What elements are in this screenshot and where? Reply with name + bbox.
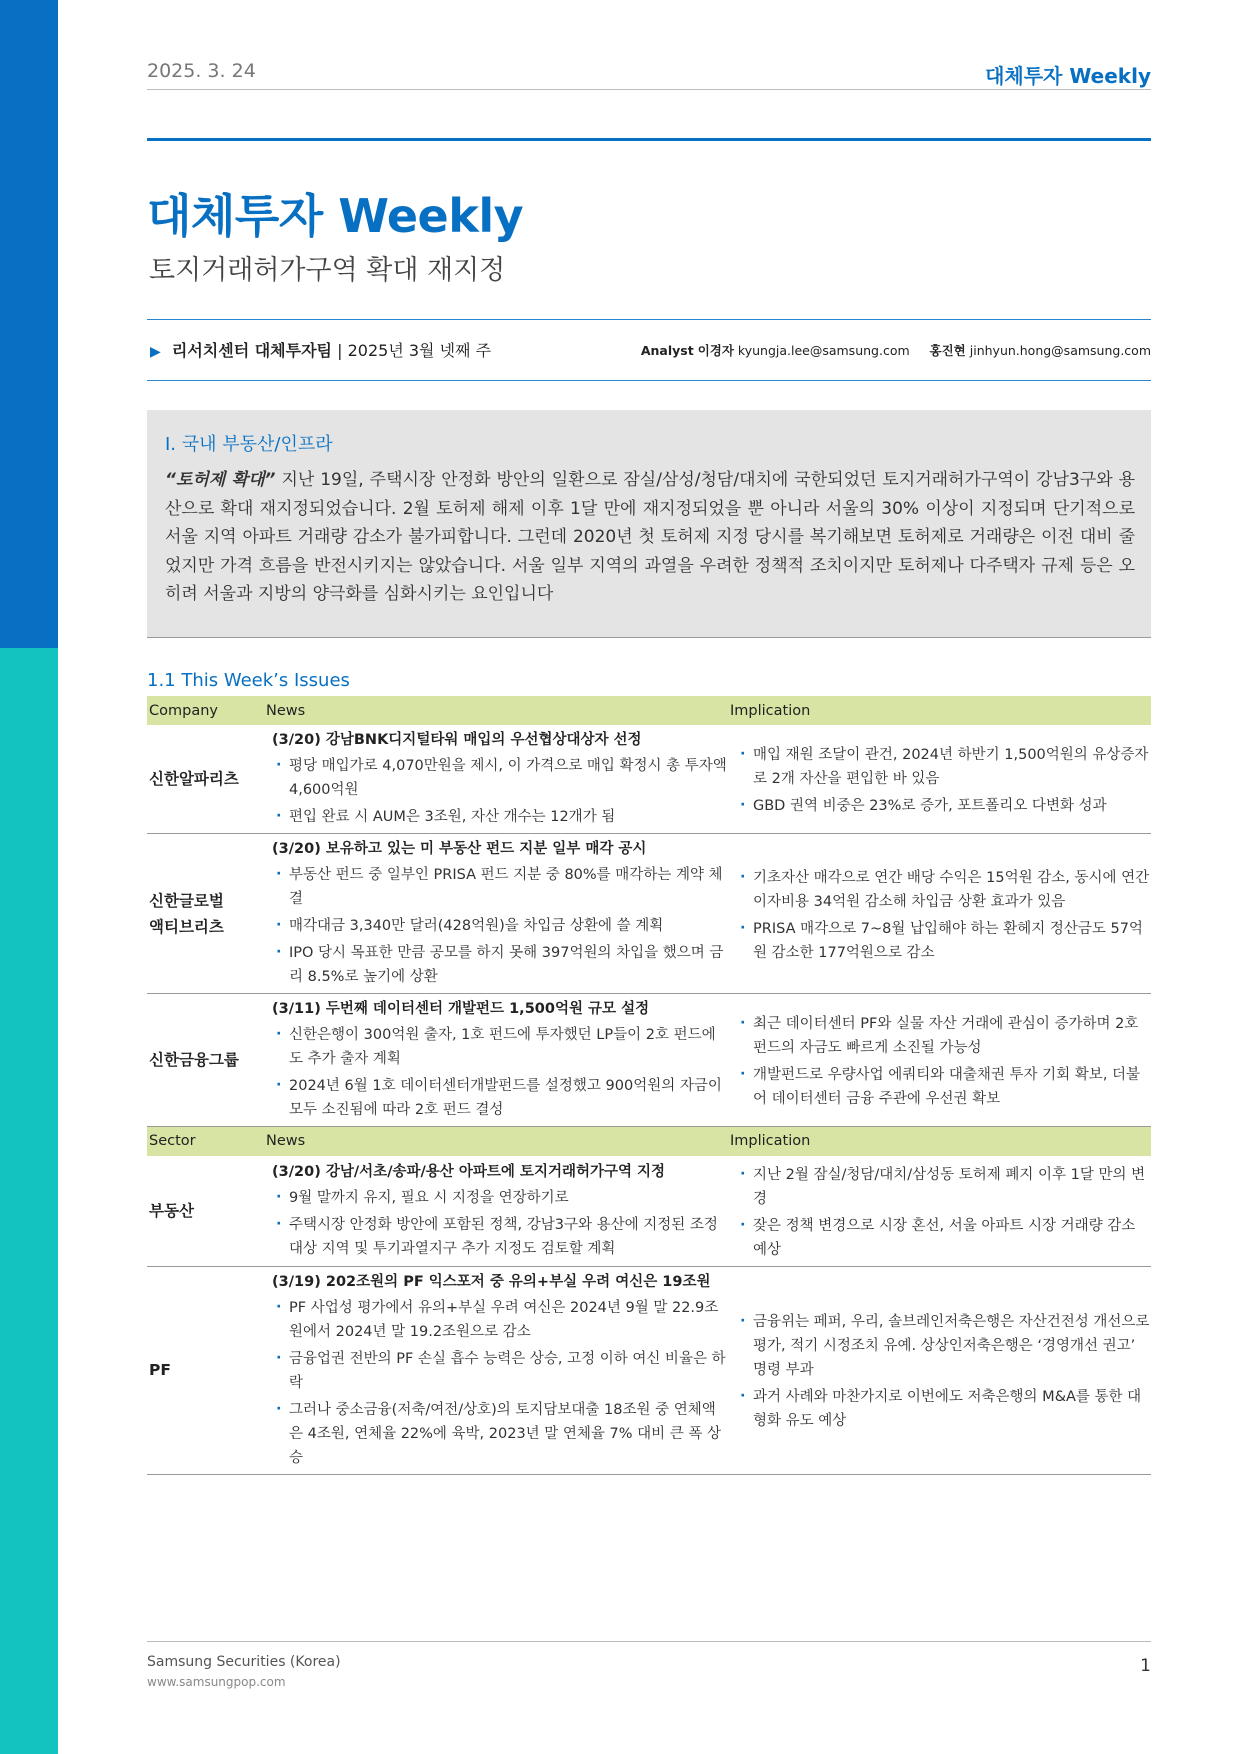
implication-point: · 금융위는 페퍼, 우리, 솔브레인저축은행은 자산건전성 개선으로 평가, 적기 시정조치 유예. 상상인저축은행은 ‘경영개선 권고’ 명령 부과 (736, 1310, 1151, 1382)
implication-cell (728, 1156, 1151, 1267)
news-points (264, 1186, 728, 1261)
sector-header-implication: Implication (728, 1127, 1151, 1156)
company-header-row (147, 696, 1151, 725)
implication-point: · 매입 재원 조달이 관건, 2024년 하반기 1,500억원의 유상증자로 2개 자산을 편입한 바 있음 (736, 743, 1151, 791)
implication-point: · 개발펀드로 우량사업 에쿼티와 대출채권 투자 기회 확보, 더불어 데이터센터 금융 주관에 우선권 확보 (736, 1063, 1151, 1111)
news-title: (3/20) 강남BNK디지털타워 매입의 우선협상대상자 선정 (272, 732, 642, 748)
implication-point: · 지난 2월 잠실/청담/대치/삼성동 토허제 폐지 이후 1달 만의 변경 (736, 1163, 1151, 1211)
page-subtitle: 토지거래허가구역 확대 재지정 (149, 255, 506, 286)
news-title: (3/11) 두번째 데이터센터 개발펀드 1,500억원 규모 설정 (272, 1001, 650, 1017)
news-point: · 그러나 중소금융(저축/여전/상호)의 토지담보대출 18조원 중 연체액은 4조원, 연체율 22%에 육박, 2023년 말 연체율 7% 대비 큰 폭 상승 (272, 1398, 728, 1470)
news-cell (264, 1156, 728, 1267)
separator: | (337, 341, 348, 360)
analyst-info (641, 341, 1151, 359)
news-point: · 부동산 펀드 중 일부인 PRISA 펀드 지분 중 80%를 매각하는 계약 체결 (272, 863, 728, 911)
news-title: (3/19) 202조원의 PF 익스포저 중 유의+부실 우려 여신은 19조원 (272, 1273, 711, 1290)
issues-heading: 1.1 This Week’s Issues (147, 670, 350, 691)
footer-url[interactable]: www.samsungpop.com (147, 1675, 286, 1689)
sector-header-news: News (264, 1127, 728, 1156)
implication-points (728, 1163, 1151, 1262)
analyst1-email[interactable]: kyungja.lee@samsung.com (737, 343, 910, 358)
company-name: 신한글로벌 액티브리츠 (147, 834, 264, 994)
summary-lead: “토허제 확대” (165, 470, 276, 490)
sector-header-row (147, 1127, 1151, 1156)
implication-point: · 과거 사례와 마찬가지로 이번에도 저축은행의 M&A를 통한 대형화 유도 예상 (736, 1385, 1151, 1433)
implication-point: · PRISA 매각으로 7~8월 납입해야 하는 환헤지 정산금도 57억원 감소한 177억원으로 감소 (736, 917, 1151, 965)
news-title: (3/20) 보유하고 있는 미 부동산 펀드 지분 일부 매각 공시 (272, 841, 647, 857)
analyst2-email[interactable]: jinhyun.hong@samsung.com (969, 343, 1151, 358)
news-cell (264, 994, 728, 1127)
implication-points (728, 866, 1151, 965)
implication-cell (728, 994, 1151, 1127)
implication-point: · GBD 권역 비중은 23%로 증가, 포트폴리오 다변화 성과 (736, 794, 1151, 818)
news-points (264, 754, 728, 829)
company-row (147, 994, 1151, 1127)
summary-box (147, 410, 1151, 638)
implication-points (728, 1310, 1151, 1433)
news-point: · 편입 완료 시 AUM은 3조원, 자산 개수는 12개가 됨 (272, 805, 728, 829)
news-point: · 금융업권 전반의 PF 손실 흡수 능력은 상승, 고정 이하 여신 비율은 하락 (272, 1347, 728, 1395)
implication-cell (728, 725, 1151, 834)
implication-cell (728, 1266, 1151, 1474)
news-points (264, 863, 728, 989)
triangle-right-icon: ▶ (150, 344, 161, 360)
analyst-label: Analyst (640, 343, 694, 358)
department-name: 리서치센터 대체투자팀 (171, 341, 333, 360)
team-department (150, 338, 491, 361)
top-header (147, 60, 1151, 90)
implication-cell (728, 834, 1151, 994)
side-accent-bar-blue (0, 0, 58, 648)
company-header-name: Company (147, 696, 264, 725)
page-title: 대체투자 Weekly (147, 189, 524, 243)
company-header-implication: Implication (728, 696, 1151, 725)
sector-row (147, 1266, 1151, 1474)
company-header-news: News (264, 696, 728, 725)
news-point: · IPO 당시 목표한 만큼 공모를 하지 못해 397억원의 차입을 했으며 금리 8.5%로 높기에 상환 (272, 941, 728, 989)
news-title: (3/20) 강남/서초/송파/용산 아파트에 토지거래허가구역 지정 (272, 1163, 666, 1180)
sector-name: 부동산 (147, 1156, 264, 1267)
implication-point: · 기초자산 매각으로 연간 배당 수익은 15억원 감소, 동시에 연간 이자비용 34억원 감소해 차입금 상환 효과가 있음 (736, 866, 1151, 914)
analyst1-name: 이경자 (697, 343, 734, 358)
title-divider (147, 138, 1151, 141)
news-point: · 평당 매입가로 4,070만원을 제시, 이 가격으로 매입 확정시 총 투자액 4,600억원 (272, 754, 728, 802)
company-name: 신한금융그룹 (147, 994, 264, 1127)
news-points (264, 1023, 728, 1122)
company-row (147, 725, 1151, 834)
report-period: 2025년 3월 넷째 주 (347, 341, 492, 360)
news-points (264, 1296, 728, 1470)
news-point: · 매각대금 3,340만 달러(428억원)을 차입금 상환에 쓸 계획 (272, 914, 728, 938)
summary-body: 지난 19일, 주택시장 안정화 방안의 일환으로 잠실/삼성/청담/대치에 국한되었던 토지거래허가구역이 강남3구와 용산으로 확대 재지정되었습니다. 2월 토허제 해제 이후 1달 만에 재지정되었을 뿐 아니라 서울의 30% 이상이 지정되며 단기적으로 서울 지역 아파트 거래량 감소가 불가피합니다. 그런데 2020년 첫 토허제 지정 당시를 복기해보면 토허제로 거래량은 이전 대비 줄었지만 가격 흐름을 반전시키지는 않았습니다. 서울 일부 지역의 과열을 우려한 정책적 조치이지만 토허제나 다주택자 규제 등은 오히려 서울과 지방의 양극화를 심화시키는 요인입니다 (165, 470, 1135, 604)
summary-heading: I. 국내 부동산/인프라 (165, 434, 333, 455)
news-cell (264, 834, 728, 994)
report-series-name: 대체투자 Weekly (985, 64, 1151, 88)
footer-company: Samsung Securities (Korea) (147, 1654, 341, 1670)
team-info-bar (147, 319, 1151, 381)
sector-header-name: Sector (147, 1127, 264, 1156)
implication-points (728, 1012, 1151, 1111)
sector-name: PF (147, 1266, 264, 1474)
report-date: 2025. 3. 24 (147, 60, 256, 82)
implication-point: · 최근 데이터센터 PF와 실물 자산 거래에 관심이 증가하며 2호 펀드의 자금도 빠르게 소진될 가능성 (736, 1012, 1151, 1060)
side-accent-bar-teal (0, 648, 58, 1754)
news-point: · 9월 말까지 유지, 필요 시 지정을 연장하기로 (272, 1186, 728, 1210)
news-cell (264, 1266, 728, 1474)
news-point: · 신한은행이 300억원 출자, 1호 펀드에 투자했던 LP들이 2호 펀드에도 추가 출자 계획 (272, 1023, 728, 1071)
news-point: · 2024년 6월 1호 데이터센터개발펀드를 설정했고 900억원의 자금이 모두 소진됨에 따라 2호 펀드 결성 (272, 1074, 728, 1122)
footer-divider (147, 1641, 1151, 1642)
news-point: · 주택시장 안정화 방안에 포함된 정책, 강남3구와 용산에 지정된 조정 대상 지역 및 투기과열지구 추가 지정도 검토할 계획 (272, 1213, 728, 1261)
issues-table (147, 696, 1151, 1475)
summary-paragraph (165, 466, 1135, 609)
sector-row (147, 1156, 1151, 1267)
implication-points (728, 743, 1151, 818)
news-cell (264, 725, 728, 834)
analyst2-name: 홍진현 (929, 343, 966, 358)
news-point: · PF 사업성 평가에서 유의+부실 우려 여신은 2024년 9월 말 22.9조원에서 2024년 말 19.2조원으로 감소 (272, 1296, 728, 1344)
company-row (147, 834, 1151, 994)
implication-point: · 잦은 정책 변경으로 시장 혼선, 서울 아파트 시장 거래량 감소 예상 (736, 1214, 1151, 1262)
company-name: 신한알파리츠 (147, 725, 264, 834)
page-number: 1 (1140, 1656, 1151, 1676)
